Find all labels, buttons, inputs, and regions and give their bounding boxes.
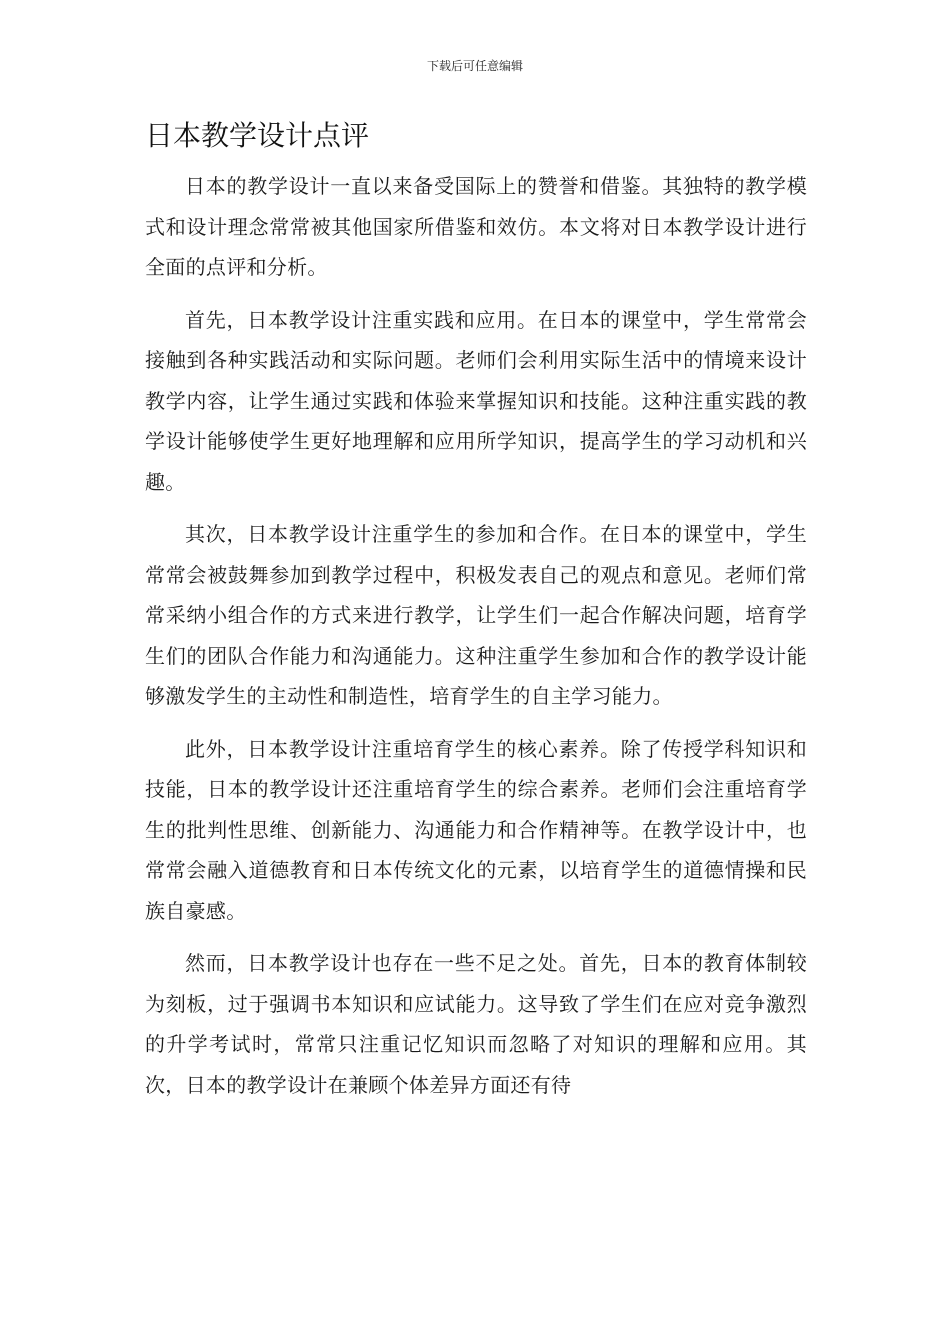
paragraph-core-literacy: 此外，日本教学设计注重培育学生的核心素养。除了传授学科知识和技能，日本的教学设计还注重培育学生的综合素养。老师们会注重培育学生的批判性思维、创新能力、沟通能力和合作精神等。在教学设计中，也常常会融入道德教育和日本传统文化的元素，以培育学生的道德情操和民族自豪感。 xyxy=(145,736,807,923)
paragraph-participation: 其次，日本教学设计注重学生的参加和合作。在日本的课堂中，学生常常会被鼓舞参加到教学过程中，积极发表自己的观点和意见。老师们常常采纳小组合作的方式来进行教学，让学生们一起合作解决问题，培育学生们的团队合作能力和沟通能力。这种注重学生参加和合作的教学设计能够激发学生的主动性和制造性，培育学生的自主学习能力。 xyxy=(145,522,807,708)
paragraph-intro: 日本的教学设计一直以来备受国际上的赞誉和借鉴。其独特的教学模式和设计理念常常被其他国家所借鉴和效仿。本文将对日本教学设计进行全面的点评和分析。 xyxy=(145,174,807,279)
page-header: 下载后可任意编辑 xyxy=(426,59,523,73)
paragraph-practice: 首先，日本教学设计注重实践和应用。在日本的课堂中，学生常常会接触到各种实践活动和实际问题。老师们会利用实际生活中的情境来设计教学内容，让学生通过实践和体验来掌握知识和技能。这种注重实践的教学设计能够使学生更好地理解和应用所学知识，提高学生的学习动机和兴趣。 xyxy=(145,307,807,494)
document-title: 日本教学设计点评 xyxy=(145,119,370,152)
paragraph-shortcomings: 然而，日本教学设计也存在一些不足之处。首先，日本的教育体制较为刻板，过于强调书本知识和应试能力。这导致了学生们在应对竞争激烈的升学考试时，常常只注重记忆知识而忽略了对知识的理解和应用。其次，日本的教学设计在兼顾个体差异方面还有待 xyxy=(145,951,807,1097)
document-body xyxy=(145,166,807,1117)
